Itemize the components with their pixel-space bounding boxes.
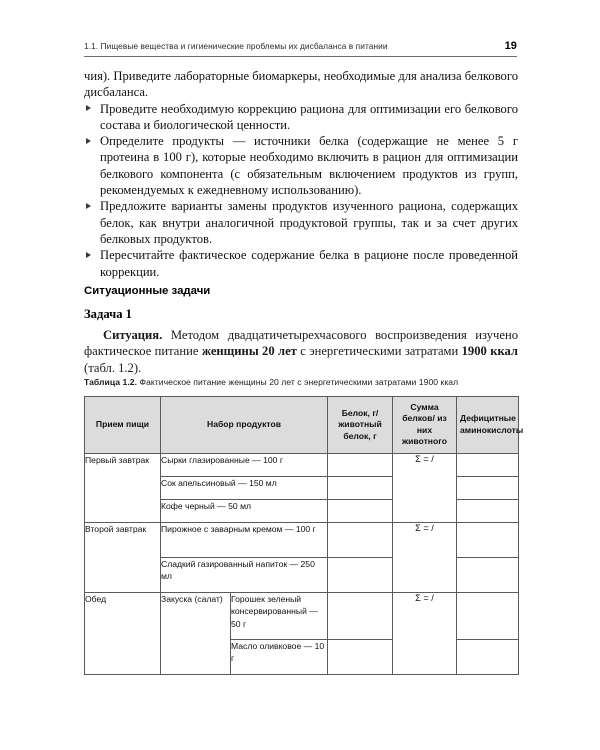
protein-sum-cell[interactable] bbox=[393, 453, 457, 522]
column-header-products: Набор продуктов bbox=[161, 397, 328, 454]
list-item bbox=[84, 198, 518, 247]
protein-cell[interactable] bbox=[328, 453, 393, 476]
deficient-aa-cell[interactable] bbox=[457, 499, 519, 522]
table-row bbox=[85, 522, 519, 557]
subgroup-cell: Закуска (салат) bbox=[161, 592, 231, 674]
list-item-text: Определите продукты — источники белка (содержащие не менее 5 г протеина в 100 г), которые необходимо включить в рацион для оптимизации белкового компонента (с обязательным включением продуктов из групп, рекомендуемых к ежедневному использованию). bbox=[100, 134, 518, 198]
body-text bbox=[84, 68, 518, 280]
deficient-aa-cell[interactable] bbox=[457, 639, 519, 674]
situation-text-2: с энергетическими затратами bbox=[296, 344, 462, 359]
protein-cell[interactable] bbox=[328, 499, 393, 522]
triangle-bullet-icon bbox=[86, 138, 91, 144]
table-caption-text: Фактическое питание женщины 20 лет с энергетическими затратами 1900 ккал bbox=[137, 377, 459, 387]
situation-text-3: (табл. 1.2). bbox=[84, 360, 142, 375]
situational-tasks-heading: Ситуационные задачи bbox=[84, 285, 211, 297]
task-heading: Задача 1 bbox=[84, 307, 132, 321]
list-item bbox=[84, 247, 518, 280]
protein-cell[interactable] bbox=[328, 592, 393, 639]
product-cell: Сок апельсиновый — 150 мл bbox=[161, 476, 328, 499]
sum-placeholder: Σ = / bbox=[415, 453, 434, 464]
protein-cell[interactable] bbox=[328, 476, 393, 499]
table-row bbox=[85, 592, 519, 639]
table-caption-label: Таблица 1.2. bbox=[84, 377, 138, 387]
column-header-meal: Прием пищи bbox=[85, 397, 161, 454]
meal-cell: Первый завтрак bbox=[85, 453, 161, 522]
product-cell: Сырки глазированные — 100 г bbox=[161, 453, 328, 476]
nutrition-table-wrapper bbox=[84, 396, 524, 675]
running-head bbox=[84, 40, 517, 52]
deficient-aa-cell[interactable] bbox=[457, 592, 519, 639]
column-header-protein: Белок, г/животный белок, г bbox=[328, 397, 393, 454]
product-cell: Сладкий газированный напиток — 250 мл bbox=[161, 557, 328, 592]
deficient-aa-cell[interactable] bbox=[457, 476, 519, 499]
list-item bbox=[84, 101, 518, 134]
situation-bold-subject: женщины 20 лет bbox=[201, 344, 297, 359]
column-header-protein-sum: Сумма белков/ из них животного bbox=[393, 397, 457, 454]
triangle-bullet-icon bbox=[86, 203, 91, 209]
sum-placeholder: Σ = / bbox=[415, 592, 434, 603]
protein-sum-cell[interactable] bbox=[393, 522, 457, 592]
table-caption bbox=[84, 377, 524, 387]
list-item-text: Предложите варианты замены продуктов изученного рациона, содержащих белок, как внутри аналогичной продуктовой группы, так и за счет других белковых продуктов. bbox=[100, 199, 518, 246]
product-cell: Пирожное с заварным кремом — 100 г bbox=[161, 522, 328, 557]
product-cell: Кофе черный — 50 мл bbox=[161, 499, 328, 522]
meal-cell: Второй завтрак bbox=[85, 522, 161, 592]
protein-cell[interactable] bbox=[328, 557, 393, 592]
protein-cell[interactable] bbox=[328, 639, 393, 674]
list-item-text: Пересчитайте фактическое содержание белка в рационе после проведенной коррекции. bbox=[100, 248, 518, 279]
deficient-aa-cell[interactable] bbox=[457, 557, 519, 592]
continued-paragraph: чия). Приведите лабораторные биомаркеры, необходимые для анализа белкового дисбаланса. bbox=[84, 69, 518, 100]
protein-cell[interactable] bbox=[328, 522, 393, 557]
sum-placeholder: Σ = / bbox=[415, 522, 434, 533]
table-row bbox=[85, 453, 519, 476]
running-head-title: 1.1. Пищевые вещества и гигиенические проблемы их дисбаланса в питании bbox=[84, 41, 388, 51]
running-head-rule bbox=[84, 56, 517, 57]
triangle-bullet-icon bbox=[86, 252, 91, 258]
nutrition-table bbox=[84, 396, 524, 675]
protein-sum-cell[interactable] bbox=[393, 592, 457, 674]
situation-text-1: Методом двадцатичетырехчасового воспроизведения изучено фактическое питание bbox=[84, 328, 518, 359]
situation-label: Ситуация. bbox=[103, 328, 163, 342]
list-item-text: Проведите необходимую коррекцию рациона для оптимизации его белкового состава и биологической ценности. bbox=[100, 101, 518, 132]
page-number: 19 bbox=[504, 40, 517, 52]
product-cell: Горошек зеленый консервированный — 50 г bbox=[231, 592, 328, 639]
column-header-deficient-aa: Дефицитные аминокислоты bbox=[457, 397, 519, 454]
task-bullet-list bbox=[84, 101, 518, 280]
meal-cell: Обед bbox=[85, 592, 161, 674]
situation-bold-energy: 1900 ккал bbox=[461, 344, 518, 359]
product-cell: Масло оливковое — 10 г bbox=[231, 639, 328, 674]
situation-paragraph bbox=[84, 327, 518, 376]
table-header-row bbox=[85, 397, 519, 454]
list-item bbox=[84, 133, 518, 198]
deficient-aa-cell[interactable] bbox=[457, 453, 519, 476]
triangle-bullet-icon bbox=[86, 105, 91, 111]
deficient-aa-cell[interactable] bbox=[457, 522, 519, 557]
